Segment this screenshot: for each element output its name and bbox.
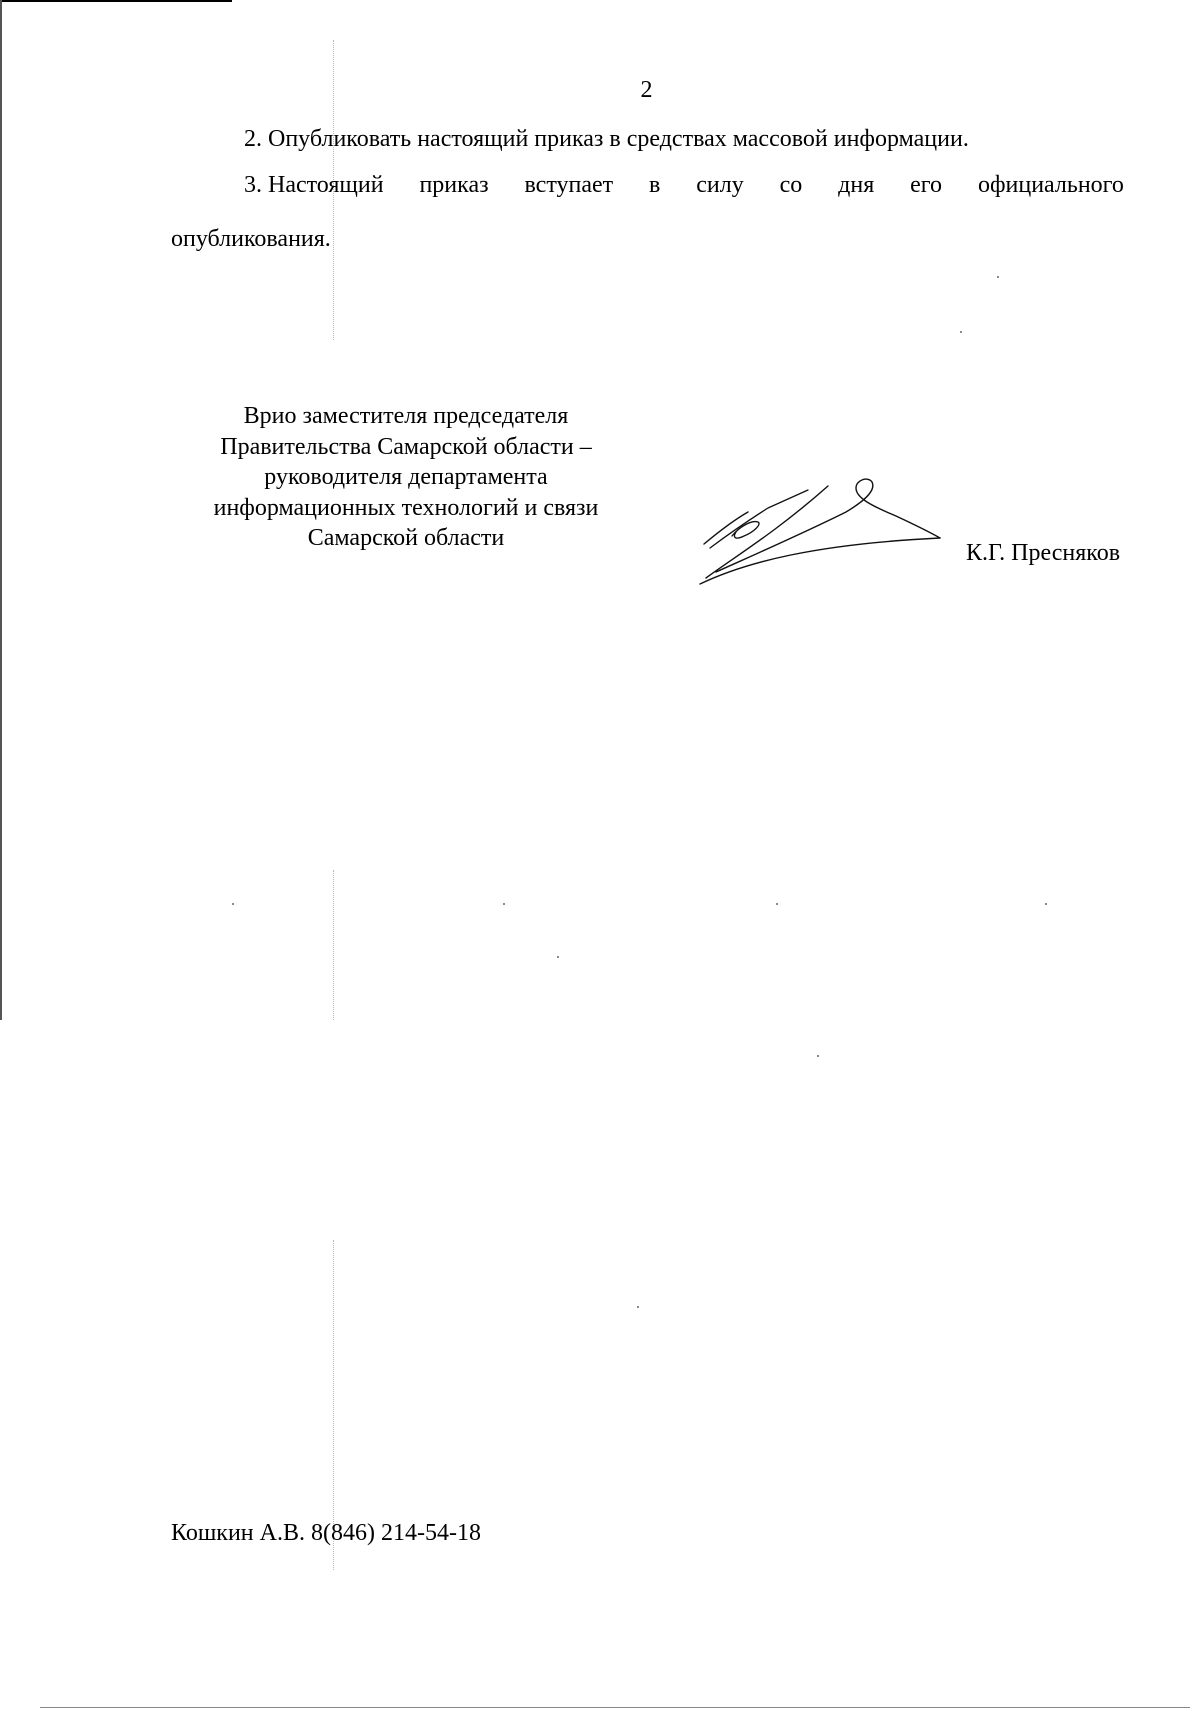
paragraph-item-3-first-line — [244, 170, 1124, 200]
executor-contact: Кошкин А.В. 8(846) 214-54-18 — [171, 1520, 481, 1546]
paragraph-word: в — [649, 172, 661, 198]
scan-fold-line-middle — [333, 870, 334, 1020]
paragraph-word: его — [910, 172, 943, 198]
paragraph-word: официального — [977, 172, 1124, 198]
signatory-position-line: руководителя департамента — [264, 464, 548, 490]
paragraph-word: 3. Настоящий — [244, 172, 384, 198]
paragraph-word: вступает — [524, 172, 614, 198]
paragraph-item-2: 2. Опубликовать настоящий приказ в средствах массовой информации. — [244, 126, 969, 152]
scan-left-edge-line — [0, 0, 2, 1020]
paragraph-item-3-continuation: опубликования. — [171, 226, 331, 252]
paragraph-word: приказ — [419, 172, 489, 198]
scan-speck — [997, 276, 999, 278]
scan-speck — [817, 1055, 819, 1057]
scan-speck — [637, 1306, 639, 1308]
handwritten-signature — [696, 476, 942, 588]
page-number: 2 — [640, 77, 653, 103]
signer-name: К.Г. Пресняков — [966, 540, 1121, 566]
scan-speck — [960, 331, 962, 333]
signatory-position-line: Самарской области — [307, 525, 505, 551]
paragraph-word: со — [779, 172, 803, 198]
scan-bottom-edge-line — [40, 1707, 1190, 1708]
scan-speck — [557, 956, 559, 958]
scan-top-edge-line — [0, 0, 232, 2]
scan-speck — [232, 903, 234, 905]
signatory-position-line: Врио заместителя председателя — [243, 403, 569, 429]
scan-speck — [776, 903, 778, 905]
scan-speck — [503, 903, 505, 905]
paragraph-word: силу — [696, 172, 744, 198]
signatory-position — [170, 401, 642, 554]
scan-speck — [1045, 903, 1047, 905]
paragraph-word: дня — [838, 172, 875, 198]
signatory-position-line: информационных технологий и связи — [213, 494, 599, 521]
signatory-position-line: Правительства Самарской области – — [220, 433, 592, 460]
